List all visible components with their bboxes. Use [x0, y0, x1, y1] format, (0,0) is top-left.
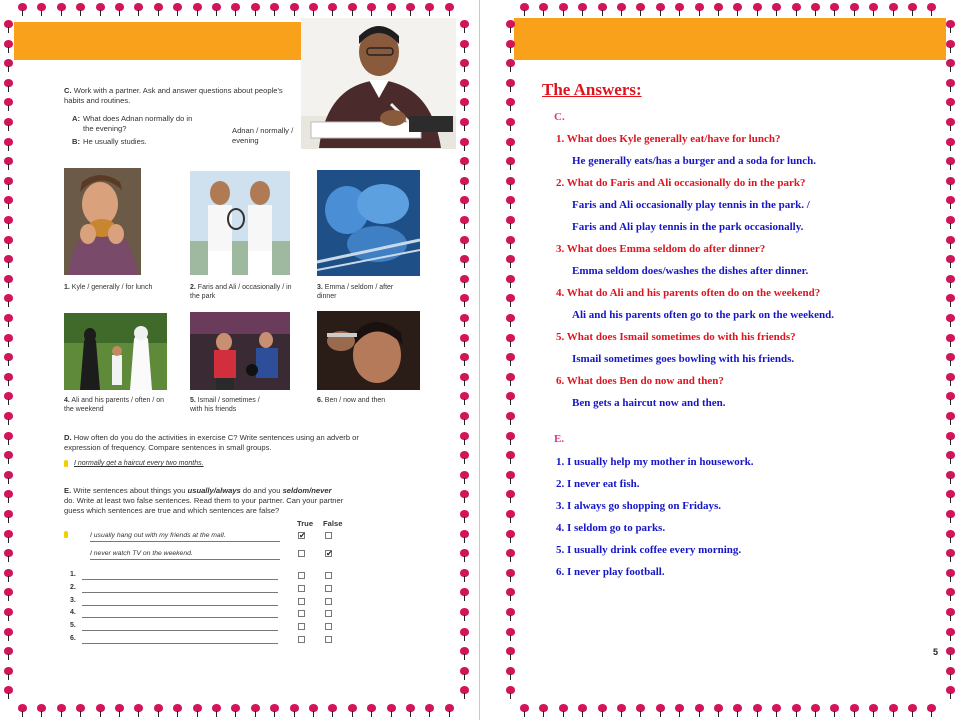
- answer-question: 1. What does Kyle generally eat/have for lunch?: [556, 133, 781, 145]
- photo-ismail-bowling: [190, 312, 290, 390]
- sentence-answer: 2. I never eat fish.: [556, 478, 640, 490]
- example-a-text: What does Adnan normally do in the evening?: [83, 114, 193, 133]
- blank-false-checkbox[interactable]: [325, 598, 332, 605]
- answer-response: He generally eats/has a burger and a soda for lunch.: [572, 155, 817, 167]
- example-b-label: B:: [72, 137, 81, 146]
- sentence-answer: 3. I always go shopping on Fridays.: [556, 500, 722, 512]
- header-orange-bar-right: [514, 18, 946, 60]
- answer-response: Ismail sometimes goes bowling with his friends.: [572, 353, 795, 365]
- example-1-true-checkbox[interactable]: ✔: [299, 531, 306, 540]
- exercise-c-instruction: Work with a partner. Ask and answer questions about people's habits and routines.: [64, 86, 283, 105]
- exercise-d-example: I normally get a haircut every two months.: [74, 460, 204, 467]
- blank-true-checkbox[interactable]: [298, 572, 305, 579]
- example-b-text: He usually studies.: [83, 137, 147, 146]
- blank-line[interactable]: [82, 643, 278, 644]
- answer-response: Faris and Ali occasionally play tennis in the park. /: [572, 199, 810, 211]
- hint-bulb-icon: [64, 460, 68, 467]
- exercise-c-label: C.: [64, 86, 72, 95]
- workbook-page-left: [0, 0, 468, 720]
- answer-response: Emma seldom does/washes the dishes after dinner.: [572, 265, 809, 277]
- example-1-false-checkbox[interactable]: [325, 532, 332, 539]
- photo-student-studying: [301, 18, 456, 149]
- prompt-3-caption: 3. Emma / seldom / after dinner: [317, 284, 394, 300]
- blank-false-checkbox[interactable]: [325, 636, 332, 643]
- blank-row-number: 3.: [70, 596, 76, 604]
- blank-false-checkbox[interactable]: [325, 585, 332, 592]
- prompt-6-caption: 6. Ben / now and then: [317, 397, 386, 404]
- answer-response: Ben gets a haircut now and then.: [572, 397, 726, 409]
- blank-row-number: 4.: [70, 609, 76, 617]
- blank-true-checkbox[interactable]: [298, 598, 305, 605]
- blank-false-checkbox[interactable]: [325, 623, 332, 630]
- column-true-header: True: [297, 519, 314, 528]
- section-c-label: C.: [554, 111, 565, 123]
- example-a-label: A:: [72, 114, 81, 123]
- example-sentence-1: I usually hang out with my friends at the mall.: [90, 531, 280, 542]
- answer-response: Ali and his parents often go to the park on the weekend.: [572, 309, 834, 321]
- blank-false-checkbox[interactable]: [325, 572, 332, 579]
- blank-line[interactable]: [82, 579, 278, 580]
- example-2-false-checkbox[interactable]: ✔: [326, 549, 333, 558]
- blank-true-checkbox[interactable]: [298, 585, 305, 592]
- header-orange-bar: [14, 22, 302, 60]
- blank-row-number: 6.: [70, 635, 76, 642]
- exercise-d-label: D.: [64, 433, 72, 442]
- photo-family-park: [64, 313, 167, 390]
- sentence-answer: 6. I never play football.: [556, 566, 665, 578]
- blank-row-number: 2.: [70, 583, 76, 591]
- section-e-label: E.: [554, 433, 565, 445]
- page-gutter: [468, 0, 492, 720]
- answer-question: 6. What does Ben do now and then?: [556, 375, 724, 387]
- answer-question: 5. What does Ismail sometimes do with his friends?: [556, 331, 796, 343]
- answers-page-right: [492, 0, 960, 720]
- exercise-e-block: E. Write sentences about things you usually/always do and you seldom/never do. Write at least two false sentences. Read them to your partner. Can your partner guess which sentences are true and which sentences are false?: [64, 486, 344, 515]
- blank-line[interactable]: [82, 592, 278, 593]
- answer-response: Faris and Ali play tennis in the park occasionally.: [572, 221, 804, 233]
- prompt-2-caption: 2. Faris and Ali / occasionally / in the park: [190, 284, 292, 300]
- exercise-d-instruction: How often do you do the activities in exercise C? Write sentences using an adverb or expression of frequency. Compare sentences in small groups.: [64, 433, 359, 452]
- blank-true-checkbox[interactable]: [298, 610, 305, 617]
- example-cue: Adnan / normally / evening: [232, 126, 294, 145]
- answers-title: The Answers:: [542, 80, 642, 99]
- exercise-d-block: [64, 433, 364, 453]
- blank-line[interactable]: [82, 617, 278, 618]
- blank-row-number: 5.: [70, 622, 76, 630]
- answer-question: 2. What do Faris and Ali occasionally do in the park?: [556, 177, 806, 189]
- sentence-answer: 5. I usually drink coffee every morning.: [556, 544, 742, 556]
- photo-faris-ali-tennis: [190, 171, 290, 275]
- sentence-answer: 4. I seldom go to parks.: [556, 522, 666, 534]
- example-2-true-checkbox[interactable]: [298, 550, 305, 557]
- column-false-header: False: [323, 519, 343, 528]
- blank-false-checkbox[interactable]: [325, 610, 332, 617]
- photo-kyle-eating-burger: [64, 168, 141, 275]
- answer-question: 4. What do Ali and his parents often do on the weekend?: [556, 287, 821, 299]
- answer-question: 3. What does Emma seldom do after dinner?: [556, 243, 766, 255]
- blank-row-number: 1.: [70, 571, 76, 578]
- hint-bulb-icon-2: [64, 531, 68, 538]
- prompt-1-caption: 1. Kyle / generally / for lunch: [64, 284, 153, 291]
- blank-true-checkbox[interactable]: [298, 636, 305, 643]
- page-number: 5: [933, 647, 939, 657]
- blank-true-checkbox[interactable]: [298, 623, 305, 630]
- photo-emma-dishes: [317, 170, 420, 276]
- sentence-answer: 1. I usually help my mother in housework.: [556, 456, 754, 468]
- example-sentence-2: I never watch TV on the weekend.: [90, 549, 280, 560]
- photo-ben-haircut: [317, 311, 420, 390]
- blank-line[interactable]: [82, 605, 278, 606]
- blank-line[interactable]: [82, 630, 278, 631]
- prompt-5-caption: 5. Ismail / sometimes / with his friends: [190, 397, 260, 413]
- prompt-4-caption: 4. Ali and his parents / often / on the weekend: [64, 397, 165, 413]
